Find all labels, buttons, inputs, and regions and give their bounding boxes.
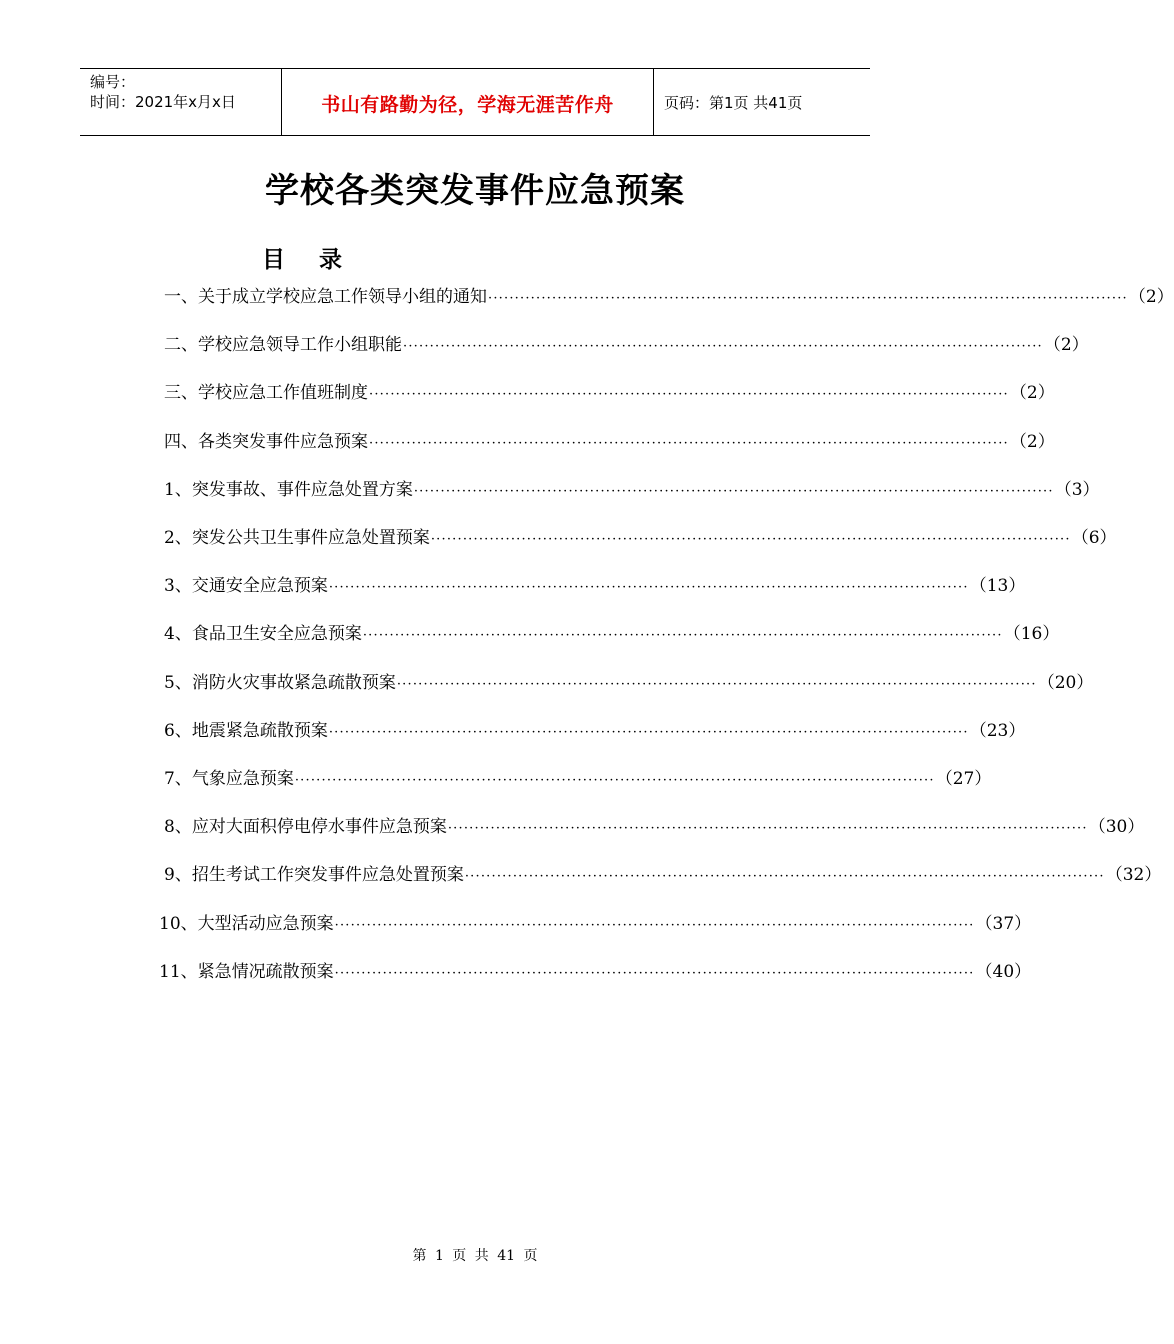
- toc-leader-dots: ························································································································: [328, 725, 969, 740]
- toc-entry-page: （27）: [935, 769, 992, 789]
- toc-entry: [159, 910, 1032, 938]
- toc-entry: [164, 620, 1060, 648]
- toc-entry-page: （6）: [1071, 528, 1117, 548]
- header-motto: 书山有路勤为径，学海无涯苦作舟: [282, 69, 654, 135]
- toc-leader-dots: ························································································································: [447, 821, 1088, 836]
- toc-entry: [164, 717, 1026, 745]
- toc-entry-page: （2）: [1009, 383, 1055, 403]
- toc-leader-dots: ························································································································: [328, 580, 969, 595]
- toc-entry-page: （37）: [975, 914, 1032, 934]
- toc-entry: [164, 428, 1055, 456]
- toc-entry-title: 5、消防火灾事故紧急疏散预案: [164, 673, 396, 693]
- toc-leader-dots: ························································································································: [334, 918, 975, 933]
- toc-entry-title: 10、大型活动应急预案: [159, 914, 334, 934]
- toc-entry-title: 三、学校应急工作值班制度: [164, 383, 368, 403]
- toc-entry-page: （2）: [1009, 432, 1055, 452]
- toc-entry: [159, 958, 1032, 986]
- toc-entry-title: 4、食品卫生安全应急预案: [164, 624, 362, 644]
- toc-entry-page: （23）: [969, 721, 1026, 741]
- toc-entry: [164, 572, 1026, 600]
- page-footer: 第 1 页 共 41 页: [412, 1248, 538, 1264]
- toc-leader-dots: ························································································································: [396, 677, 1037, 692]
- toc-entry-title: 二、学校应急领导工作小组职能: [164, 335, 402, 355]
- document-date: 时间：2021年x月x日: [90, 93, 236, 111]
- toc-leader-dots: ························································································································: [413, 484, 1054, 499]
- toc-entry-page: （2）: [1043, 335, 1089, 355]
- toc-entry-title: 一、关于成立学校应急工作领导小组的通知: [164, 287, 487, 307]
- toc-entry: [164, 476, 1100, 504]
- toc-entry-page: （40）: [975, 962, 1032, 982]
- toc-entry: [164, 813, 1145, 841]
- toc-leader-dots: ························································································································: [369, 436, 1009, 451]
- toc-leader-dots: ························································································································: [430, 532, 1071, 547]
- toc-entry-title: 8、应对大面积停电停水事件应急预案: [164, 817, 447, 837]
- document-title: 学校各类突发事件应急预案: [265, 171, 685, 211]
- toc-entry-title: 四、各类突发事件应急预案: [164, 432, 368, 452]
- toc-entry-title: 9、招生考试工作突发事件应急处置预案: [164, 865, 464, 885]
- toc-entry-page: （13）: [969, 576, 1026, 596]
- toc-entry: [164, 861, 1162, 889]
- toc-entry: [164, 669, 1094, 697]
- toc-entry-page: （16）: [1003, 624, 1060, 644]
- toc-entry: [164, 331, 1089, 359]
- toc-leader-dots: ························································································································: [488, 291, 1128, 306]
- toc-entry-page: （2）: [1128, 287, 1174, 307]
- toc-entry: [164, 765, 992, 793]
- toc-entry: [164, 524, 1117, 552]
- toc-leader-dots: ························································································································: [464, 869, 1105, 884]
- toc-entry-title: 2、突发公共卫生事件应急处置预案: [164, 528, 430, 548]
- toc-entry-page: （30）: [1088, 817, 1145, 837]
- toc-leader-dots: ························································································································: [294, 773, 935, 788]
- toc-leader-dots: ························································································································: [334, 966, 975, 981]
- toc-entry-title: 6、地震紧急疏散预案: [164, 721, 328, 741]
- toc-entry-title: 3、交通安全应急预案: [164, 576, 328, 596]
- toc-entry-page: （20）: [1037, 673, 1094, 693]
- toc-entry: [164, 379, 1055, 407]
- toc-entry: [164, 283, 1174, 311]
- toc-leader-dots: ························································································································: [369, 387, 1009, 402]
- toc-entry-title: 1、突发事故、事件应急处置方案: [164, 480, 413, 500]
- toc-leader-dots: ························································································································: [403, 339, 1043, 354]
- toc-leader-dots: ························································································································: [362, 628, 1003, 643]
- header-page-info: 页码：第1页 共41页: [664, 94, 803, 112]
- toc-entry-page: （3）: [1054, 480, 1100, 500]
- toc-entry-title: 7、气象应急预案: [164, 769, 294, 789]
- toc-heading: 目录: [262, 246, 376, 273]
- toc-entry-page: （32）: [1105, 865, 1162, 885]
- toc-entry-title: 11、紧急情况疏散预案: [159, 962, 334, 982]
- document-number-label: 编号：: [90, 73, 136, 91]
